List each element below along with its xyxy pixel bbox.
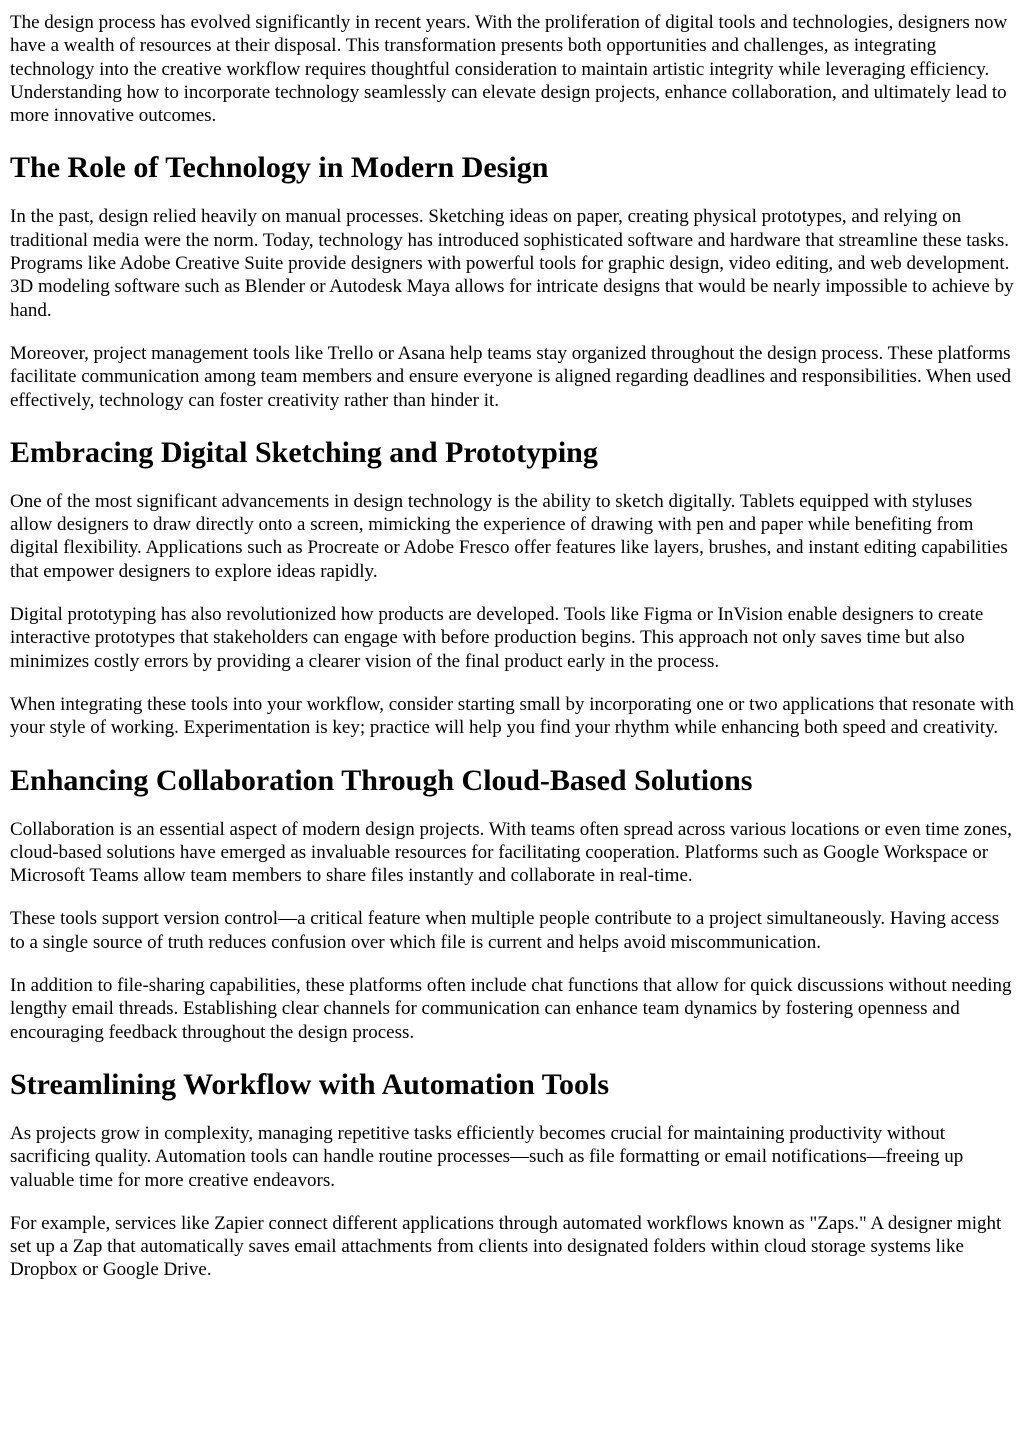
section-role-of-technology: [10, 151, 1014, 411]
section-cloud-collaboration: [10, 764, 1014, 1044]
paragraph: Collaboration is an essential aspect of modern design projects. With teams often spread across various locations or even time zones, cloud-based solutions have emerged as invaluable resources for facilitating cooperation. Platforms such as Google Workspace or Microsoft Teams allow team members to share files instantly and collaborate in real-time.: [10, 818, 1012, 887]
section-automation-tools: [10, 1068, 1014, 1282]
section-heading: Enhancing Collaboration Through Cloud-Based Solutions: [10, 763, 753, 797]
paragraph: Moreover, project management tools like Trello or Asana help teams stay organized throughout the design process. These platforms facilitate communication among team members and ensure everyone is aligned regarding deadlines and responsibilities. When used effectively, technology can foster creativity rather than hinder it.: [10, 342, 1012, 411]
section-heading: Embracing Digital Sketching and Prototyping: [10, 435, 598, 469]
paragraph: In the past, design relied heavily on manual processes. Sketching ideas on paper, creating physical prototypes, and relying on traditional media were the norm. Today, technology has introduced sophisticated software and hardware that streamline these tasks. Programs like Adobe Creative Suite provide designers with powerful tools for graphic design, video editing, and web development. 3D modeling software such as Blender or Autodesk Maya allows for intricate designs that would be nearly impossible to achieve by hand.: [10, 206, 1014, 321]
paragraph: For example, services like Zapier connect different applications through automated workflows known as "Zaps." A designer might set up a Zap that automatically saves email attachments from clients into designated folders within cloud storage systems like Dropbox or Google Drive.: [10, 1212, 1002, 1281]
paragraph: As projects grow in complexity, managing repetitive tasks efficiently becomes crucial for maintaining productivity without sacrificing quality. Automation tools can handle routine processes—such as file formatting or email notifications—freeing up valuable time for more creative endeavors.: [10, 1122, 964, 1191]
paragraph: When integrating these tools into your workflow, consider starting small by incorporating one or two applications that resonate with your style of working. Experimentation is key; practice will help you find your rhythm while enhancing both speed and creativity.: [10, 693, 1014, 739]
paragraph: These tools support version control—a critical feature when multiple people contribute to a project simultaneously. Having access to a single source of truth reduces confusion over which file is current and helps avoid miscommunication.: [10, 908, 1000, 953]
paragraph: One of the most significant advancements in design technology is the ability to sketch digitally. Tablets equipped with styluses allow designers to draw directly onto a screen, mimicking the experience of drawing with pen and paper while benefiting from digital flexibility. Applications such as Procreate or Adobe Fresco offer features like layers, brushes, and instant editing capabilities that empower designers to explore ideas rapidly.: [10, 490, 1008, 582]
paragraph: In addition to file-sharing capabilities, these platforms often include chat functions that allow for quick discussions without needing lengthy email threads. Establishing clear channels for communication can enhance team dynamics by fostering openness and encouraging feedback throughout the design process.: [10, 975, 1012, 1043]
section-heading: The Role of Technology in Modern Design: [10, 151, 549, 185]
section-digital-sketching: [10, 436, 1014, 740]
paragraph: Digital prototyping has also revolutionized how products are developed. Tools like Figma or InVision enable designers to create interactive prototypes that stakeholders can engage with before production begins. This approach not only saves time but also minimizes costly errors by providing a clearer vision of the final product early in the process.: [10, 604, 984, 672]
section-heading: Streamlining Workflow with Automation Tools: [10, 1067, 610, 1101]
intro-paragraph: The design process has evolved significantly in recent years. With the proliferation of digital tools and technologies, designers now have a wealth of resources at their disposal. This transformation presents both opportunities and challenges, as integrating technology into the creative workflow requires thoughtful consideration to maintain artistic integrity while leveraging efficiency. Understanding how to incorporate technology seamlessly can elevate design projects, enhance collaboration, and ultimately lead to more innovative outcomes.: [10, 12, 1008, 127]
